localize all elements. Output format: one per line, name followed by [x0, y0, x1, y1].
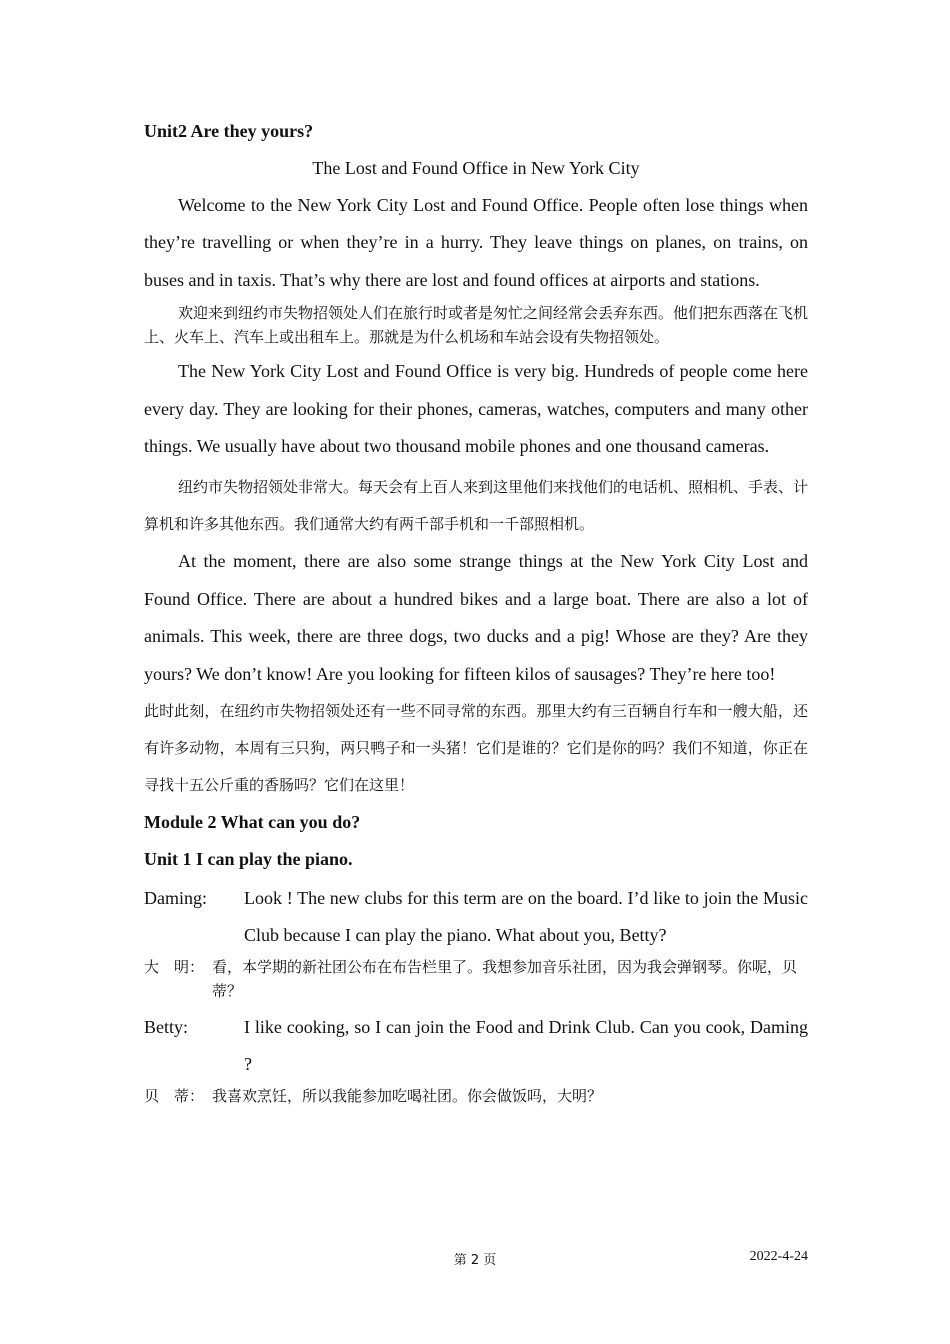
module-heading: Module 2 What can you do? — [144, 812, 361, 833]
speaker-name: Daming: — [144, 888, 207, 909]
dialogue-text-chinese: 看，本学期的新社团公布在布告栏里了。我想参加音乐社团，因为我会弹钢琴。你呢，贝蒂？ — [212, 957, 798, 1000]
speaker-name: Betty: — [144, 1016, 188, 1037]
dialogue-text: Look ! The new clubs for this term are on the board. I’d like to join the Music Club because I can play the piano. What about you, Betty? — [244, 888, 808, 946]
unit-heading: Unit2 Are they yours? — [144, 121, 314, 141]
paragraph-3-english: At the moment, there are also some strange things at the New York City Lost and Found Office. There are about a hundred bikes and a large boat. There are also a lot of animals. This week, there are three dogs, two ducks and a pig! Whose are they? Are they yours? We don’t know! Are you looking for fifteen kilos of sausages? They’re here too! — [144, 551, 808, 684]
speaker-name-chinese: 贝 蒂： — [144, 1086, 205, 1105]
paragraph-2-chinese: 纽约市失物招领处非常大。每天会有上百人来到这里他们来找他们的电话机、照相机、手表、计算机和许多其他东西。我们通常大约有两千部手机和一千部照相机。 — [144, 478, 809, 534]
page-content — [144, 113, 808, 1114]
dialogue-line-english — [144, 880, 808, 955]
speaker-name-chinese: 大 明： — [144, 957, 205, 976]
paragraph-2-english: The New York City Lost and Found Office is very big. Hundreds of people come here every day. They are looking for their phones, cameras, watches, computers and many other things. We usually have about two thousand mobile phones and one thousand cameras. — [144, 361, 808, 457]
dialogue-line-chinese — [144, 955, 808, 1003]
dialogue-line-english — [144, 1009, 808, 1084]
footer-date: 2022-4-24 — [749, 1249, 808, 1264]
module-unit-heading: Unit 1 I can play the piano. — [144, 849, 353, 870]
paragraph-1-english: Welcome to the New York City Lost and Found Office. People often lose things when they’re travelling or when they’re in a hurry. They leave things on planes, on trains, on buses and in taxis. That’s why there are lost and found offices at airports and stations. — [144, 195, 808, 290]
paragraph-3-chinese: 此时此刻，在纽约市失物招领处还有一些不同寻常的东西。那里大约有三百辆自行车和一艘大船，还有许多动物，本周有三只狗，两只鸭子和一头猪！它们是谁的？它们是你的吗？我们不知道，你正在寻找十五公斤重的香肠吗？它们在这里！ — [144, 702, 808, 795]
page-number: 第 2 页 — [453, 1253, 497, 1268]
passage-title: The Lost and Found Office in New York City — [312, 158, 640, 178]
dialogue-line-chinese — [144, 1084, 808, 1108]
dialogue-text: I like cooking, so I can join the Food and Drink Club. Can you cook, Daming ? — [244, 1016, 808, 1075]
dialogue-text-chinese: 我喜欢烹饪，所以我能参加吃喝社团。你会做饭吗，大明？ — [212, 1086, 603, 1105]
paragraph-1-chinese: 欢迎来到纽约市失物招领处人们在旅行时或者是匆忙之间经常会丢弃东西。他们把东西落在飞机上、火车上、汽车上或出租车上。那就是为什么机场和车站会设有失物招领处。 — [144, 304, 809, 347]
